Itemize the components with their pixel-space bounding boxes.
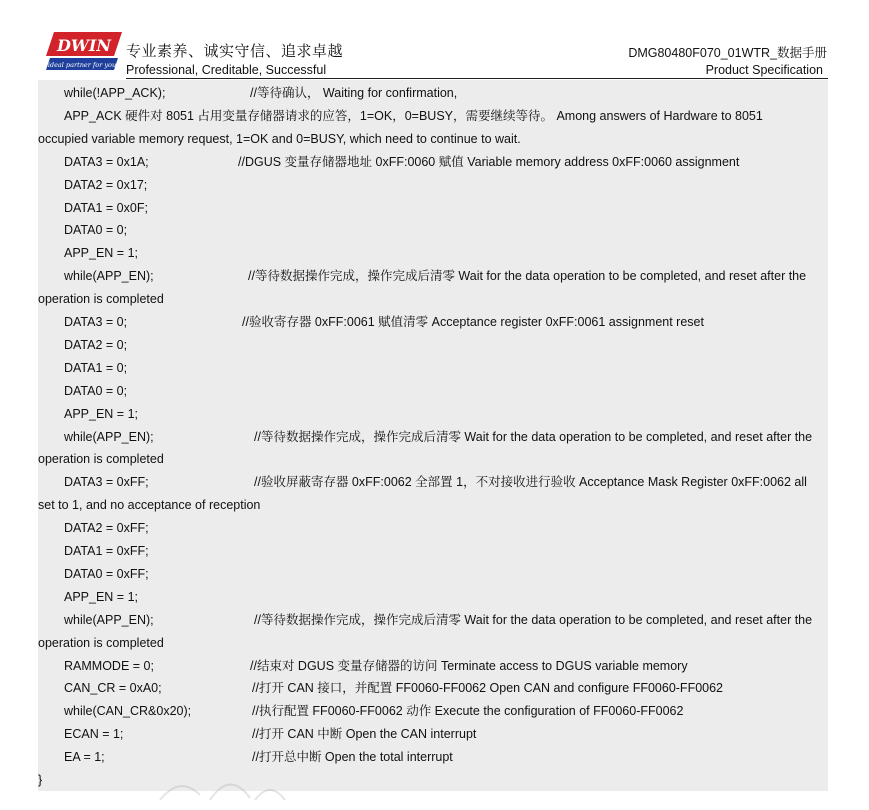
watermark-icon bbox=[150, 770, 290, 810]
code-text: operation is completed bbox=[38, 292, 164, 307]
code-text: APP_EN = 1; bbox=[64, 589, 138, 604]
svg-text:DWIN: DWIN bbox=[57, 36, 111, 55]
code-text: DATA0 = 0xFF; bbox=[64, 566, 149, 581]
code-text: while(!APP_ACK); bbox=[64, 86, 166, 100]
code-comment: //打开总中断 Open the total interrupt bbox=[252, 750, 453, 765]
code-comment: //等待数据操作完成，操作完成后清零 Wait for the data operation to be completed, and reset after the bbox=[254, 429, 813, 444]
code-text: APP_EN = 1; bbox=[64, 406, 138, 421]
header-divider bbox=[126, 78, 828, 79]
code-text: while(CAN_CR&0x20); bbox=[64, 704, 192, 719]
code-text: while(APP_EN); bbox=[64, 429, 154, 444]
code-text: while(APP_EN); bbox=[64, 612, 154, 627]
code-text: DATA2 = 0x17; bbox=[64, 177, 148, 192]
code-text: operation is completed bbox=[38, 452, 164, 467]
code-comment: //等待数据操作完成，操作完成后清零 Wait for the data operation to be completed, and reset after the bbox=[248, 269, 807, 284]
code-text: APP_ACK 硬件对 8051 占用变量存储器请求的应答，1=OK，0=BUSY，需要继续等待。 Among answers of Hardware to 8051 bbox=[64, 108, 763, 123]
document-title: DMG80480F070_01WTR_数据手册 bbox=[628, 46, 827, 60]
code-comment: //打开 CAN 中断 Open the CAN interrupt bbox=[252, 727, 477, 742]
code-text: DATA3 = 0; bbox=[64, 315, 128, 329]
code-text: CAN_CR = 0xA0; bbox=[64, 681, 162, 696]
code-comment: //结束对 DGUS 变量存储器的访问 Terminate access to DGUS variable memory bbox=[250, 658, 688, 673]
code-text: } bbox=[38, 773, 43, 787]
code-text: DATA0 = 0; bbox=[64, 223, 128, 238]
code-comment: //验收寄存器 0xFF:0061 赋值清零 Acceptance register 0xFF:0061 assignment reset bbox=[242, 315, 704, 329]
code-text: EA = 1; bbox=[64, 750, 105, 765]
code-listing bbox=[38, 80, 828, 791]
code-text: DATA1 = 0xFF; bbox=[64, 544, 149, 558]
code-text: occupied variable memory request, 1=OK and 0=BUSY, which need to continue to wait. bbox=[38, 131, 521, 146]
code-text: RAMMODE = 0; bbox=[64, 658, 154, 673]
code-text: DATA0 = 0; bbox=[64, 383, 128, 398]
code-text: set to 1, and no acceptance of reception bbox=[38, 498, 261, 513]
document-subtitle: Product Specification bbox=[705, 63, 823, 77]
code-text: while(APP_EN); bbox=[64, 269, 154, 284]
code-text: DATA2 = 0xFF; bbox=[64, 521, 149, 536]
code-text: DATA3 = 0x1A; bbox=[64, 154, 149, 169]
dwin-logo bbox=[44, 30, 122, 72]
code-text: DATA2 = 0; bbox=[64, 337, 128, 352]
code-text: DATA1 = 0; bbox=[64, 360, 128, 375]
code-comment: //执行配置 FF0060-FF0062 动作 Execute the configuration of FF0060-FF0062 bbox=[252, 704, 684, 719]
code-text: ECAN = 1; bbox=[64, 727, 124, 742]
code-text: DATA1 = 0x0F; bbox=[64, 200, 148, 215]
slogan-chinese: 专业素养、诚实守信、追求卓越 bbox=[126, 42, 344, 60]
code-comment: //验收屏蔽寄存器 0xFF:0062 全部置 1，不对接收进行验收 Acceptance Mask Register 0xFF:0062 all bbox=[254, 475, 807, 490]
code-comment: //DGUS 变量存储器地址 0xFF:0060 赋值 Variable memory address 0xFF:0060 assignment bbox=[238, 154, 740, 169]
code-comment: //打开 CAN 接口，并配置 FF0060-FF0062 Open CAN and configure FF0060-FF0062 bbox=[252, 681, 724, 696]
code-text: DATA3 = 0xFF; bbox=[64, 475, 149, 490]
code-comment: //等待确认， Waiting for confirmation, bbox=[250, 86, 458, 100]
code-text: APP_EN = 1; bbox=[64, 246, 138, 261]
svg-text:ideal partner for you: ideal partner for you bbox=[47, 61, 117, 69]
slogan-english: Professional, Creditable, Successful bbox=[126, 63, 327, 77]
page-header bbox=[0, 0, 869, 80]
code-comment: //等待数据操作完成，操作完成后清零 Wait for the data operation to be completed, and reset after the bbox=[254, 612, 813, 627]
code-text: operation is completed bbox=[38, 635, 164, 650]
